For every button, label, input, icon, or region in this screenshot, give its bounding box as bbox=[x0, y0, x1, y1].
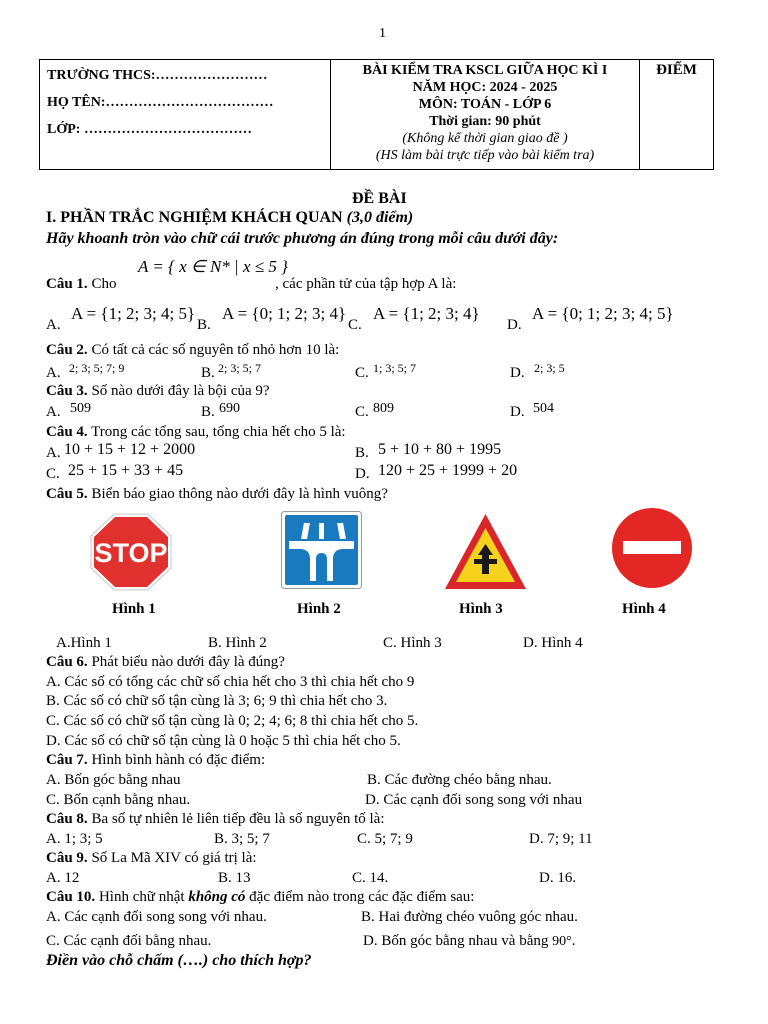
figure-1-caption: Hình 1 bbox=[112, 601, 156, 617]
q3-option-c: 809 bbox=[373, 401, 394, 416]
q4-option-b-letter: B. bbox=[355, 445, 369, 461]
q6-label: Câu 6. bbox=[46, 654, 88, 670]
score-label: ĐIỂM bbox=[656, 62, 697, 78]
exam-info-cell bbox=[331, 60, 640, 170]
q10-option-c: C. Các cạnh đối bằng nhau. bbox=[46, 933, 212, 949]
question-7 bbox=[46, 752, 265, 769]
q4-option-d-letter: D. bbox=[355, 466, 370, 482]
q10-option-d bbox=[363, 933, 576, 950]
q3-option-a-letter: A. bbox=[46, 404, 61, 420]
q7-label: Câu 7. bbox=[46, 752, 88, 768]
exam-header-table bbox=[39, 59, 714, 170]
q4-text: Trong các tổng sau, tổng chia hết cho 5 là: bbox=[91, 424, 346, 440]
page-number: 1 bbox=[379, 26, 386, 41]
stop-sign-text: STOP bbox=[94, 538, 168, 568]
direct-answer-note: (HS làm bài trực tiếp vào bài kiểm tra) bbox=[375, 148, 595, 163]
q5-option-d: D. Hình 4 bbox=[523, 635, 583, 651]
q3-option-c-letter: C. bbox=[355, 404, 369, 420]
q5-option-b: B. Hình 2 bbox=[208, 635, 267, 651]
q9-option-a: A. 12 bbox=[46, 870, 80, 886]
q2-option-c-letter: C. bbox=[355, 365, 369, 381]
q7-option-d: D. Các cạnh đối song song với nhau bbox=[365, 792, 583, 808]
q3-option-d: 504 bbox=[533, 401, 554, 416]
exam-title: BÀI KIỂM TRA KSCL GIỮA HỌC KÌ I bbox=[362, 63, 608, 78]
q3-option-d-letter: D. bbox=[510, 404, 525, 420]
q5-option-a: A.Hình 1 bbox=[56, 635, 112, 651]
q8-label: Câu 8. bbox=[46, 811, 88, 827]
q3-label: Câu 3. bbox=[46, 383, 88, 399]
q4-option-d: 120 + 25 + 1999 + 20 bbox=[378, 462, 518, 479]
stop-sign-icon bbox=[90, 513, 172, 591]
figure-4-caption: Hình 4 bbox=[622, 601, 666, 617]
q10-emphasis: không có bbox=[188, 889, 246, 905]
q6-option-c: C. Các số có chữ số tận cùng là 0; 2; 4; 6; 8 thì chia hết cho 5. bbox=[46, 713, 419, 729]
exam-time: Thời gian: 90 phút bbox=[429, 114, 541, 129]
q1-set-definition: A = { x ∈ N* | x ≤ 5 } bbox=[138, 257, 288, 276]
q3-text: Số nào dưới đây là bội của 9? bbox=[91, 383, 270, 399]
q9-label: Câu 9. bbox=[46, 850, 88, 866]
q4-option-a: 10 + 15 + 12 + 2000 bbox=[64, 441, 196, 458]
q2-option-a: 2; 3; 5; 7; 9 bbox=[69, 361, 125, 375]
school-year: NĂM HỌC: 2024 - 2025 bbox=[412, 80, 558, 95]
q10-option-d-text: D. Bốn góc bằng nhau và bằng bbox=[363, 933, 549, 949]
time-note: (Không kể thời gian giao đề ) bbox=[402, 131, 568, 146]
question-1 bbox=[46, 276, 116, 293]
question-3 bbox=[46, 383, 270, 400]
question-9 bbox=[46, 850, 257, 867]
q4-option-b: 5 + 10 + 80 + 1995 bbox=[378, 441, 502, 458]
q3-option-b: 690 bbox=[219, 401, 240, 416]
q1-option-b-letter: B. bbox=[197, 317, 211, 333]
q2-option-b-letter: B. bbox=[201, 365, 215, 381]
question-8 bbox=[46, 811, 385, 828]
q2-option-a-letter: A. bbox=[46, 365, 61, 381]
warning-sign-icon bbox=[443, 512, 528, 591]
q5-option-c: C. Hình 3 bbox=[383, 635, 442, 651]
q2-option-b: 2; 3; 5; 7 bbox=[218, 361, 262, 375]
q7-option-c: C. Bốn cạnh bằng nhau. bbox=[46, 792, 191, 808]
exam-title-heading: ĐỀ BÀI bbox=[352, 190, 407, 207]
q8-text: Ba số tự nhiên lẻ liên tiếp đều là số nguyên tố là: bbox=[91, 811, 385, 827]
q2-text: Có tất cả các số nguyên tố nhỏ hơn 10 là: bbox=[91, 342, 340, 358]
score-cell bbox=[640, 60, 714, 170]
question-6 bbox=[46, 654, 285, 671]
q9-option-c: C. 14. bbox=[352, 870, 389, 886]
question-4 bbox=[46, 424, 346, 441]
section1-instruction: Hãy khoanh tròn vào chữ cái trước phương án đúng trong mỗi câu dưới đây: bbox=[46, 230, 559, 247]
q9-option-d: D. 16. bbox=[539, 870, 577, 886]
figure-2-caption: Hình 2 bbox=[297, 601, 341, 617]
q3-option-a: 509 bbox=[70, 401, 91, 416]
q5-text: Biển báo giao thông nào dưới đây là hình vuông? bbox=[91, 486, 388, 502]
question-10 bbox=[46, 889, 474, 906]
q2-option-d: 2; 3; 5 bbox=[534, 361, 565, 375]
q1-label: Câu 1. bbox=[46, 276, 88, 292]
student-info-cell bbox=[40, 60, 331, 170]
section1-points: (3,0 điểm) bbox=[346, 209, 414, 226]
q9-text: Số La Mã XIV có giá trị là: bbox=[91, 850, 257, 866]
q1-option-c-letter: C. bbox=[348, 317, 362, 333]
section1-title: I. PHẦN TRẮC NGHIỆM KHÁCH QUAN bbox=[46, 209, 343, 226]
q8-option-a: A. 1; 3; 5 bbox=[46, 831, 103, 847]
q7-text: Hình bình hành có đặc điểm: bbox=[91, 752, 266, 768]
school-field: TRƯỜNG THCS:…………………… bbox=[47, 68, 268, 83]
subject: MÔN: TOÁN - LỚP 6 bbox=[418, 97, 552, 112]
motorway-sign-icon bbox=[281, 511, 362, 589]
q1-option-a: A = {1; 2; 3; 4; 5} bbox=[71, 304, 196, 323]
q10-post: đặc điểm nào trong các đặc điểm sau: bbox=[249, 889, 475, 905]
q10-option-b: B. Hai đường chéo vuông góc nhau. bbox=[361, 909, 578, 925]
q2-option-d-letter: D. bbox=[510, 365, 525, 381]
fill-in-heading: Điền vào chỗ chấm (….) cho thích hợp? bbox=[46, 952, 312, 969]
q4-option-c-letter: C. bbox=[46, 466, 60, 482]
q2-label: Câu 2. bbox=[46, 342, 88, 358]
q1-post: , các phần tử của tập hợp A là: bbox=[275, 276, 457, 292]
q3-option-b-letter: B. bbox=[201, 404, 215, 420]
q1-option-d-letter: D. bbox=[507, 317, 522, 333]
question-2 bbox=[46, 342, 339, 359]
figure-3-caption: Hình 3 bbox=[459, 601, 503, 617]
q2-option-c: 1; 3; 5; 7 bbox=[373, 361, 417, 375]
q9-option-b: B. 13 bbox=[218, 870, 251, 886]
q8-option-b: B. 3; 5; 7 bbox=[214, 831, 270, 847]
q6-option-d: D. Các số có chữ số tận cùng là 0 hoặc 5 thì chia hết cho 5. bbox=[46, 733, 401, 749]
name-field: HỌ TÊN:……………………………… bbox=[47, 95, 274, 110]
question-5 bbox=[46, 486, 388, 503]
q8-option-c: C. 5; 7; 9 bbox=[357, 831, 413, 847]
q4-label: Câu 4. bbox=[46, 424, 88, 440]
q1-option-c: A = {1; 2; 3; 4} bbox=[373, 304, 480, 323]
q4-option-a-letter: A. bbox=[46, 445, 61, 461]
q1-option-d: A = {0; 1; 2; 3; 4; 5} bbox=[532, 304, 674, 323]
q6-text: Phát biểu nào dưới đây là đúng? bbox=[91, 654, 285, 670]
q5-label: Câu 5. bbox=[46, 486, 88, 502]
q1-option-b: A = {0; 1; 2; 3; 4} bbox=[222, 304, 347, 323]
q7-option-a: A. Bốn góc bằng nhau bbox=[46, 772, 181, 788]
q7-option-b: B. Các đường chéo bằng nhau. bbox=[367, 772, 552, 788]
q1-option-a-letter: A. bbox=[46, 317, 61, 333]
q4-option-c: 25 + 15 + 33 + 45 bbox=[68, 462, 184, 479]
no-entry-sign-icon bbox=[611, 507, 693, 589]
q8-option-d: D. 7; 9; 11 bbox=[529, 831, 593, 847]
q10-label: Câu 10. bbox=[46, 889, 96, 905]
q10-option-d-angle: 90° bbox=[552, 934, 572, 949]
q6-option-a: A. Các số có tổng các chữ số chia hết cho 3 thì chia hết cho 9 bbox=[46, 674, 415, 690]
q6-option-b: B. Các số có chữ số tận cùng là 3; 6; 9 thì chia hết cho 3. bbox=[46, 693, 388, 709]
section1-heading bbox=[46, 209, 413, 227]
q10-pre: Hình chữ nhật bbox=[98, 889, 185, 905]
class-field: LỚP: ……………………………… bbox=[47, 122, 252, 137]
q10-option-a: A. Các cạnh đối song song với nhau. bbox=[46, 909, 267, 925]
q10-option-d-end: . bbox=[571, 933, 576, 949]
q1-pre: Cho bbox=[91, 276, 117, 292]
